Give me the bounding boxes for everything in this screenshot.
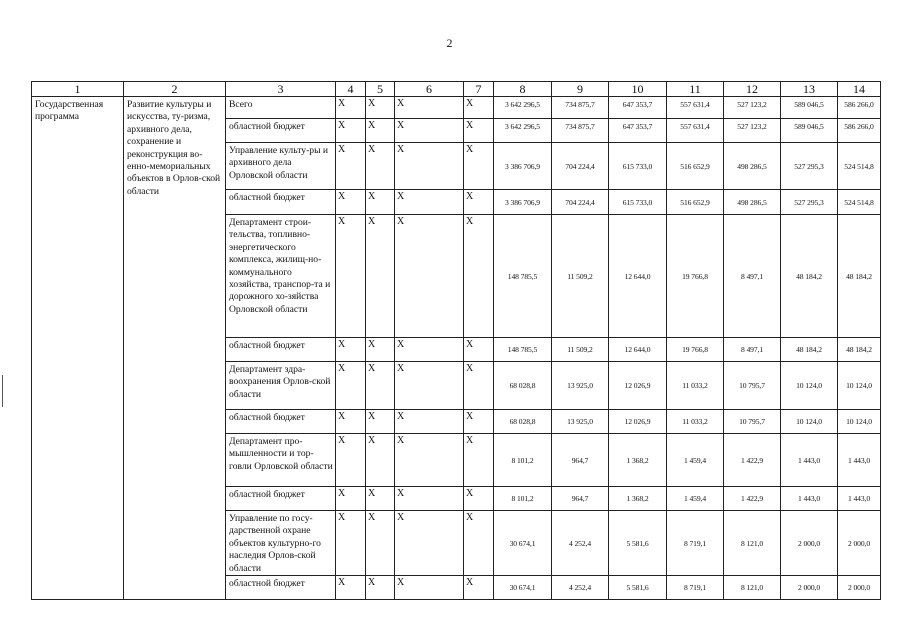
value-cell: 1 443,0 bbox=[781, 434, 838, 487]
mark-cell: X bbox=[464, 410, 494, 434]
mark-cell: X bbox=[395, 511, 464, 576]
value-cell: 557 631,4 bbox=[667, 119, 724, 143]
value-cell: 527 123,2 bbox=[724, 97, 781, 119]
value-cell: 964,7 bbox=[552, 487, 609, 511]
value-cell: 734 875,7 bbox=[552, 119, 609, 143]
mark-cell: X bbox=[336, 511, 366, 576]
row-name-cell: областной бюджет bbox=[226, 190, 336, 215]
value-cell: 704 224,4 bbox=[552, 143, 609, 190]
value-cell: 10 124,0 bbox=[838, 362, 881, 410]
status-cell: Государственная программа bbox=[32, 97, 124, 600]
row-name-cell: Управление культу-ры и архивного дела Орловской области bbox=[226, 143, 336, 190]
value-cell: 1 443,0 bbox=[781, 487, 838, 511]
col-header: 8 bbox=[494, 82, 552, 97]
value-cell: 30 674,1 bbox=[494, 576, 552, 600]
row-name-cell: областной бюджет bbox=[226, 576, 336, 600]
value-cell: 1 459,4 bbox=[667, 487, 724, 511]
mark-cell: X bbox=[366, 511, 395, 576]
value-cell: 589 046,5 bbox=[781, 119, 838, 143]
value-cell: 48 184,2 bbox=[781, 338, 838, 362]
mark-cell: X bbox=[464, 143, 494, 190]
mark-cell: X bbox=[366, 97, 395, 119]
mark-cell: X bbox=[336, 487, 366, 511]
value-cell: 10 795,7 bbox=[724, 362, 781, 410]
mark-cell: X bbox=[464, 487, 494, 511]
value-cell: 10 124,0 bbox=[838, 410, 881, 434]
value-cell: 704 224,4 bbox=[552, 190, 609, 215]
value-cell: 4 252,4 bbox=[552, 576, 609, 600]
value-cell: 13 925,0 bbox=[552, 410, 609, 434]
value-cell: 68 028,8 bbox=[494, 410, 552, 434]
col-header: 11 bbox=[667, 82, 724, 97]
value-cell: 3 642 296,5 bbox=[494, 119, 552, 143]
value-cell: 964,7 bbox=[552, 434, 609, 487]
value-cell: 586 266,0 bbox=[838, 119, 881, 143]
value-cell: 1 422,9 bbox=[724, 487, 781, 511]
mark-cell: X bbox=[464, 119, 494, 143]
row-name-cell: областной бюджет bbox=[226, 410, 336, 434]
value-cell: 527 295,3 bbox=[781, 143, 838, 190]
value-cell: 48 184,2 bbox=[838, 215, 881, 338]
value-cell: 30 674,1 bbox=[494, 511, 552, 576]
value-cell: 557 631,4 bbox=[667, 97, 724, 119]
value-cell: 8 101,2 bbox=[494, 434, 552, 487]
mark-cell: X bbox=[464, 362, 494, 410]
mark-cell: X bbox=[395, 119, 464, 143]
value-cell: 48 184,2 bbox=[781, 215, 838, 338]
value-cell: 2 000,0 bbox=[838, 511, 881, 576]
row-name-cell: Департамент про-мышленности и тор-говли Орловской области bbox=[226, 434, 336, 487]
value-cell: 1 459,4 bbox=[667, 434, 724, 487]
value-cell: 10 124,0 bbox=[781, 362, 838, 410]
value-cell: 2 000,0 bbox=[838, 576, 881, 600]
budget-table bbox=[31, 81, 881, 600]
mark-cell: X bbox=[395, 362, 464, 410]
value-cell: 3 386 706,9 bbox=[494, 190, 552, 215]
margin-line bbox=[2, 375, 3, 407]
mark-cell: X bbox=[366, 410, 395, 434]
mark-cell: X bbox=[336, 143, 366, 190]
value-cell: 524 514,8 bbox=[838, 190, 881, 215]
value-cell: 589 046,5 bbox=[781, 97, 838, 119]
mark-cell: X bbox=[395, 190, 464, 215]
value-cell: 11 033,2 bbox=[667, 362, 724, 410]
mark-cell: X bbox=[395, 215, 464, 338]
value-cell: 647 353,7 bbox=[609, 97, 667, 119]
table-row bbox=[32, 97, 881, 119]
header-row bbox=[32, 82, 881, 97]
value-cell: 12 644,0 bbox=[609, 338, 667, 362]
row-name-cell: областной бюджет bbox=[226, 487, 336, 511]
mark-cell: X bbox=[336, 215, 366, 338]
value-cell: 498 286,5 bbox=[724, 190, 781, 215]
value-cell: 148 785,5 bbox=[494, 338, 552, 362]
value-cell: 524 514,8 bbox=[838, 143, 881, 190]
mark-cell: X bbox=[464, 576, 494, 600]
mark-cell: X bbox=[464, 434, 494, 487]
value-cell: 2 000,0 bbox=[781, 511, 838, 576]
value-cell: 13 925,0 bbox=[552, 362, 609, 410]
mark-cell: X bbox=[366, 576, 395, 600]
col-header: 1 bbox=[32, 82, 124, 97]
value-cell: 1 368,2 bbox=[609, 487, 667, 511]
value-cell: 5 581,6 bbox=[609, 576, 667, 600]
value-cell: 8 121,0 bbox=[724, 511, 781, 576]
mark-cell: X bbox=[366, 143, 395, 190]
mark-cell: X bbox=[366, 338, 395, 362]
value-cell: 11 509,2 bbox=[552, 215, 609, 338]
value-cell: 11 033,2 bbox=[667, 410, 724, 434]
value-cell: 615 733,0 bbox=[609, 143, 667, 190]
mark-cell: X bbox=[464, 338, 494, 362]
mark-cell: X bbox=[366, 190, 395, 215]
value-cell: 615 733,0 bbox=[609, 190, 667, 215]
value-cell: 516 652,9 bbox=[667, 190, 724, 215]
col-header: 2 bbox=[124, 82, 226, 97]
mark-cell: X bbox=[395, 410, 464, 434]
value-cell: 148 785,5 bbox=[494, 215, 552, 338]
value-cell: 12 026,9 bbox=[609, 362, 667, 410]
value-cell: 3 386 706,9 bbox=[494, 143, 552, 190]
mark-cell: X bbox=[395, 143, 464, 190]
value-cell: 734 875,7 bbox=[552, 97, 609, 119]
value-cell: 8 121,0 bbox=[724, 576, 781, 600]
col-header: 13 bbox=[781, 82, 838, 97]
value-cell: 12 644,0 bbox=[609, 215, 667, 338]
mark-cell: X bbox=[395, 487, 464, 511]
mark-cell: X bbox=[395, 576, 464, 600]
mark-cell: X bbox=[366, 434, 395, 487]
mark-cell: X bbox=[336, 434, 366, 487]
value-cell: 10 795,7 bbox=[724, 410, 781, 434]
value-cell: 8 719,1 bbox=[667, 511, 724, 576]
value-cell: 2 000,0 bbox=[781, 576, 838, 600]
row-name-cell: областной бюджет bbox=[226, 119, 336, 143]
mark-cell: X bbox=[395, 97, 464, 119]
value-cell: 8 719,1 bbox=[667, 576, 724, 600]
col-header: 3 bbox=[226, 82, 336, 97]
value-cell: 8 497,1 bbox=[724, 338, 781, 362]
value-cell: 19 766,8 bbox=[667, 215, 724, 338]
mark-cell: X bbox=[366, 487, 395, 511]
mark-cell: X bbox=[464, 190, 494, 215]
value-cell: 3 642 296,5 bbox=[494, 97, 552, 119]
page-number: 2 bbox=[446, 36, 453, 50]
value-cell: 647 353,7 bbox=[609, 119, 667, 143]
mark-cell: X bbox=[336, 190, 366, 215]
col-header: 10 bbox=[609, 82, 667, 97]
row-name-cell: Департамент строи-тельства, топливно-энергетического комплекса, жилищ-но-коммунального хозяйства, транспор-та и дорожного хо-зяйства Орловской области bbox=[226, 215, 336, 338]
value-cell: 11 509,2 bbox=[552, 338, 609, 362]
mark-cell: X bbox=[336, 97, 366, 119]
mark-cell: X bbox=[336, 362, 366, 410]
mark-cell: X bbox=[336, 119, 366, 143]
value-cell: 527 123,2 bbox=[724, 119, 781, 143]
row-name-cell: Всего bbox=[226, 97, 336, 119]
mark-cell: X bbox=[336, 410, 366, 434]
mark-cell: X bbox=[366, 362, 395, 410]
value-cell: 1 368,2 bbox=[609, 434, 667, 487]
row-name-cell: Департамент здра-воохранения Орлов-ской области bbox=[226, 362, 336, 410]
mark-cell: X bbox=[366, 215, 395, 338]
col-header: 6 bbox=[395, 82, 464, 97]
value-cell: 516 652,9 bbox=[667, 143, 724, 190]
col-header: 9 bbox=[552, 82, 609, 97]
value-cell: 527 295,3 bbox=[781, 190, 838, 215]
value-cell: 586 266,0 bbox=[838, 97, 881, 119]
value-cell: 8 497,1 bbox=[724, 215, 781, 338]
value-cell: 498 286,5 bbox=[724, 143, 781, 190]
value-cell: 1 443,0 bbox=[838, 434, 881, 487]
program-name-cell: Развитие культуры и искусства, ту-ризма, архивного дела, сохранение и реконструкция во-енно-мемориальных объектов в Орлов-ской области bbox=[124, 97, 226, 600]
mark-cell: X bbox=[336, 576, 366, 600]
value-cell: 5 581,6 bbox=[609, 511, 667, 576]
mark-cell: X bbox=[464, 511, 494, 576]
value-cell: 12 026,9 bbox=[609, 410, 667, 434]
col-header: 4 bbox=[336, 82, 366, 97]
col-header: 5 bbox=[366, 82, 395, 97]
value-cell: 4 252,4 bbox=[552, 511, 609, 576]
value-cell: 8 101,2 bbox=[494, 487, 552, 511]
value-cell: 1 422,9 bbox=[724, 434, 781, 487]
col-header: 12 bbox=[724, 82, 781, 97]
row-name-cell: областной бюджет bbox=[226, 338, 336, 362]
col-header: 7 bbox=[464, 82, 494, 97]
row-name-cell: Управление по госу-дарственной охране объектов культурно-го наследия Орлов-ской области bbox=[226, 511, 336, 576]
mark-cell: X bbox=[395, 434, 464, 487]
mark-cell: X bbox=[336, 338, 366, 362]
value-cell: 48 184,2 bbox=[838, 338, 881, 362]
mark-cell: X bbox=[464, 215, 494, 338]
col-header: 14 bbox=[838, 82, 881, 97]
value-cell: 10 124,0 bbox=[781, 410, 838, 434]
value-cell: 1 443,0 bbox=[838, 487, 881, 511]
mark-cell: X bbox=[464, 97, 494, 119]
value-cell: 19 766,8 bbox=[667, 338, 724, 362]
mark-cell: X bbox=[395, 338, 464, 362]
value-cell: 68 028,8 bbox=[494, 362, 552, 410]
mark-cell: X bbox=[366, 119, 395, 143]
